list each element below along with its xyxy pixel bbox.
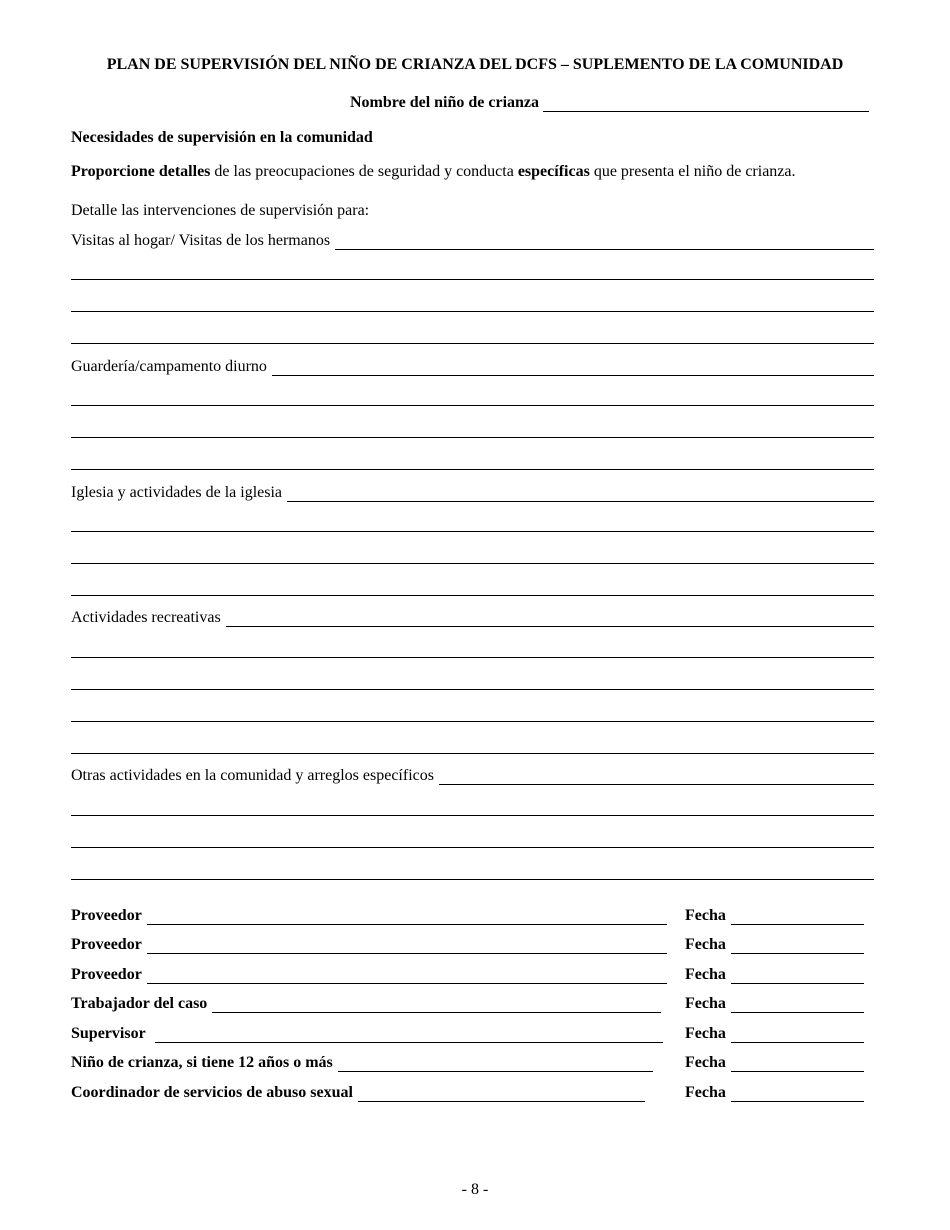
date-label: Fecha [685, 936, 726, 953]
instruction-bold-2: específicas [517, 163, 590, 180]
recreation-field[interactable] [226, 610, 874, 627]
page-number: - 8 - [461, 1181, 489, 1198]
date-field[interactable] [731, 908, 864, 925]
provider-label: Proveedor [71, 907, 142, 924]
section-heading: Necesidades de supervisión en la comunidad [71, 129, 373, 146]
signature-row-provider-1 [71, 907, 667, 925]
recreation-line[interactable] [71, 753, 874, 754]
instruction-bold-1: Proporcione detalles [71, 163, 211, 180]
date-row [685, 995, 864, 1013]
date-row [685, 907, 864, 925]
home-visits-row [71, 232, 874, 250]
abuse-coordinator-label: Coordinador de servicios de abuso sexual [71, 1084, 353, 1101]
child-name-row [350, 94, 869, 112]
form-title: PLAN DE SUPERVISIÓN DEL NIÑO DE CRIANZA DEL DCFS – SUPLEMENTO DE LA COMUNIDAD [106, 56, 844, 73]
church-row [71, 484, 874, 502]
other-activities-line[interactable] [71, 847, 874, 848]
signature-row-provider-2 [71, 936, 667, 954]
other-activities-row [71, 767, 874, 785]
provider-signature-field[interactable] [147, 937, 667, 954]
signature-row-abuse-coordinator [71, 1084, 645, 1102]
signature-row-caseworker [71, 995, 661, 1013]
home-visits-line[interactable] [71, 311, 874, 312]
date-field[interactable] [731, 967, 864, 984]
child-name-field[interactable] [543, 95, 869, 112]
date-label: Fecha [685, 907, 726, 924]
daycare-row [71, 358, 874, 376]
date-field[interactable] [731, 1085, 864, 1102]
daycare-label: Guardería/campamento diurno [71, 358, 267, 375]
other-activities-line[interactable] [71, 815, 874, 816]
date-label: Fecha [685, 1054, 726, 1071]
recreation-line[interactable] [71, 689, 874, 690]
supervisor-signature-field[interactable] [155, 1026, 663, 1043]
church-label: Iglesia y actividades de la iglesia [71, 484, 283, 501]
date-label: Fecha [685, 1084, 726, 1101]
date-label: Fecha [685, 995, 726, 1012]
date-field[interactable] [731, 1026, 864, 1043]
other-activities-field[interactable] [439, 768, 874, 785]
abuse-coordinator-signature-field[interactable] [358, 1085, 645, 1102]
home-visits-line[interactable] [71, 343, 874, 344]
signature-row-provider-3 [71, 966, 667, 984]
foster-child-label: Niño de crianza, si tiene 12 años o más [71, 1054, 333, 1071]
daycare-line[interactable] [71, 405, 874, 406]
recreation-label: Actividades recreativas [71, 609, 221, 626]
church-field[interactable] [287, 485, 874, 502]
other-activities-label: Otras actividades en la comunidad y arreglos específicos [71, 767, 434, 784]
provider-label: Proveedor [71, 936, 142, 953]
daycare-line[interactable] [71, 437, 874, 438]
recreation-row [71, 609, 874, 627]
instruction-text [71, 163, 796, 181]
provider-label: Proveedor [71, 966, 142, 983]
daycare-line[interactable] [71, 469, 874, 470]
date-field[interactable] [731, 937, 864, 954]
church-line[interactable] [71, 563, 874, 564]
provider-signature-field[interactable] [147, 967, 667, 984]
date-row [685, 966, 864, 984]
home-visits-line[interactable] [71, 279, 874, 280]
date-row [685, 936, 864, 954]
date-field[interactable] [731, 1055, 864, 1072]
daycare-field[interactable] [272, 359, 874, 376]
caseworker-signature-field[interactable] [212, 996, 661, 1013]
caseworker-label: Trabajador del caso [71, 995, 208, 1012]
instruction-text-1: de las preocupaciones de seguridad y conducta [210, 163, 518, 180]
instruction-text-2: que presenta el niño de crianza. [589, 163, 796, 180]
foster-child-signature-field[interactable] [338, 1055, 653, 1072]
date-row [685, 1054, 864, 1072]
church-line[interactable] [71, 595, 874, 596]
other-activities-line[interactable] [71, 879, 874, 880]
child-name-label: Nombre del niño de crianza [350, 94, 540, 111]
provider-signature-field[interactable] [147, 908, 667, 925]
date-label: Fecha [685, 966, 726, 983]
home-visits-field[interactable] [335, 233, 874, 250]
date-field[interactable] [731, 996, 864, 1013]
supervisor-label: Supervisor [71, 1025, 146, 1042]
signature-row-foster-child [71, 1054, 653, 1072]
date-row [685, 1084, 864, 1102]
recreation-line[interactable] [71, 721, 874, 722]
church-line[interactable] [71, 531, 874, 532]
home-visits-label: Visitas al hogar/ Visitas de los hermanos [71, 232, 331, 249]
signature-row-supervisor [71, 1025, 663, 1043]
date-label: Fecha [685, 1025, 726, 1042]
date-row [685, 1025, 864, 1043]
detail-intro: Detalle las intervenciones de supervisión para: [71, 202, 370, 219]
recreation-line[interactable] [71, 657, 874, 658]
